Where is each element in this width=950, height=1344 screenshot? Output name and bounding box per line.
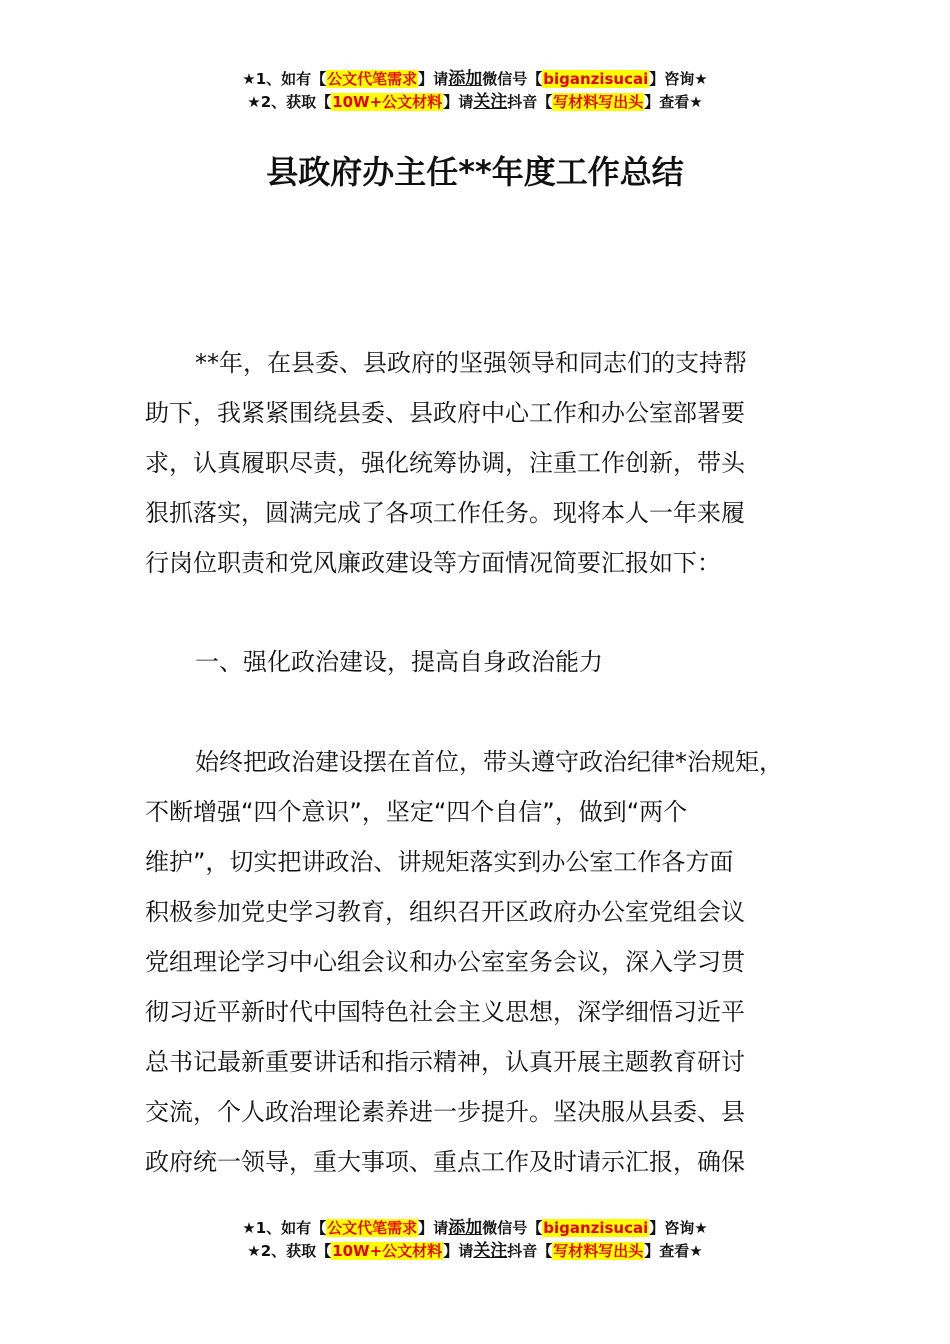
banner-text: 抖音【 <box>507 1242 553 1260</box>
banner-text: 】请 <box>418 70 449 88</box>
heading-text: 一、强化政治建设，提高自身政治能力 <box>195 648 603 676</box>
paragraph-line: 维护”，切实把讲政治、讲规矩落实到办公室工作各方面 <box>145 848 734 876</box>
paragraph-line: 行岗位职责和党风廉政建设等方面情况简要汇报如下： <box>145 549 721 577</box>
banner-wechat-id: biganzisucai <box>543 1219 649 1237</box>
banner-text: ★2、获取【 <box>247 93 332 111</box>
paragraph-line: 狠抓落实，圆满完成了各项工作任务。现将本人一年来履 <box>145 499 745 527</box>
paragraph-line: 不断增强“四个意识”，坚定“四个自信”，做到“两个 <box>145 798 688 826</box>
paragraph-intro <box>145 338 835 588</box>
banner-text: ★2、获取【 <box>247 1242 332 1260</box>
paragraph-line: 交流，个人政治理论素养进一步提升。坚决服从县委、县 <box>145 1098 745 1126</box>
banner-text: 】查看★ <box>644 1242 703 1260</box>
paragraph-line: 政府统一领导，重大事项、重点工作及时请示汇报，确保 <box>145 1148 745 1176</box>
footer-banner <box>0 1217 950 1263</box>
banner-wechat-id: biganzisucai <box>543 70 649 88</box>
banner-line-1 <box>0 68 950 91</box>
banner-douyin-id: 写材料写出头 <box>553 93 644 111</box>
document-title: 县政府办主任**年度工作总结 <box>266 153 684 191</box>
banner-text: 】请 <box>418 1219 449 1237</box>
banner-text: 微信号【 <box>482 1219 543 1237</box>
banner-highlight: 公文代笔需求 <box>327 70 418 88</box>
banner-text: 】咨询★ <box>649 70 708 88</box>
banner-highlight: 10W+公文材料 <box>332 1242 443 1260</box>
paragraph-line: 求，认真履职尽责，强化统筹协调，注重工作创新，带头 <box>145 449 745 477</box>
paragraph-line: 党组理论学习中心组会议和办公室室务会议，深入学习贯 <box>145 948 745 976</box>
paragraph-line: 总书记最新重要讲话和指示精神，认真开展主题教育研讨 <box>145 1048 745 1076</box>
section-heading <box>145 637 835 687</box>
paragraph-political <box>145 737 835 1187</box>
banner-text: ★1、如有【 <box>242 70 327 88</box>
paragraph-line: 始终把政治建设摆在首位，带头遵守政治纪律*治规矩， <box>195 748 783 776</box>
banner-douyin-id: 写材料写出头 <box>553 1242 644 1260</box>
banner-text: 】咨询★ <box>649 1219 708 1237</box>
banner-underlined: 添加 <box>448 69 483 89</box>
banner-text: ★1、如有【 <box>242 1219 327 1237</box>
banner-line-2 <box>0 91 950 114</box>
paragraph-line: 助下，我紧紧围绕县委、县政府中心工作和办公室部署要 <box>145 399 745 427</box>
banner-underlined: 关注 <box>473 92 508 112</box>
banner-highlight: 10W+公文材料 <box>332 93 443 111</box>
banner-highlight: 公文代笔需求 <box>327 1219 418 1237</box>
banner-text: 】请 <box>443 1242 474 1260</box>
banner-text: 】请 <box>443 93 474 111</box>
banner-text: 微信号【 <box>482 70 543 88</box>
paragraph-line: 积极参加党史学习教育，组织召开区政府办公室党组会议 <box>145 898 745 926</box>
banner-line-1 <box>0 1217 950 1240</box>
banner-underlined: 添加 <box>448 1218 483 1238</box>
banner-text: 】查看★ <box>644 93 703 111</box>
header-banner <box>0 68 950 114</box>
paragraph-line: **年，在县委、县政府的坚强领导和同志们的支持帮 <box>195 349 747 377</box>
banner-line-2 <box>0 1240 950 1263</box>
paragraph-line: 彻习近平新时代中国特色社会主义思想，深学细悟习近平 <box>145 998 745 1026</box>
banner-underlined: 关注 <box>473 1241 508 1261</box>
banner-text: 抖音【 <box>507 93 553 111</box>
